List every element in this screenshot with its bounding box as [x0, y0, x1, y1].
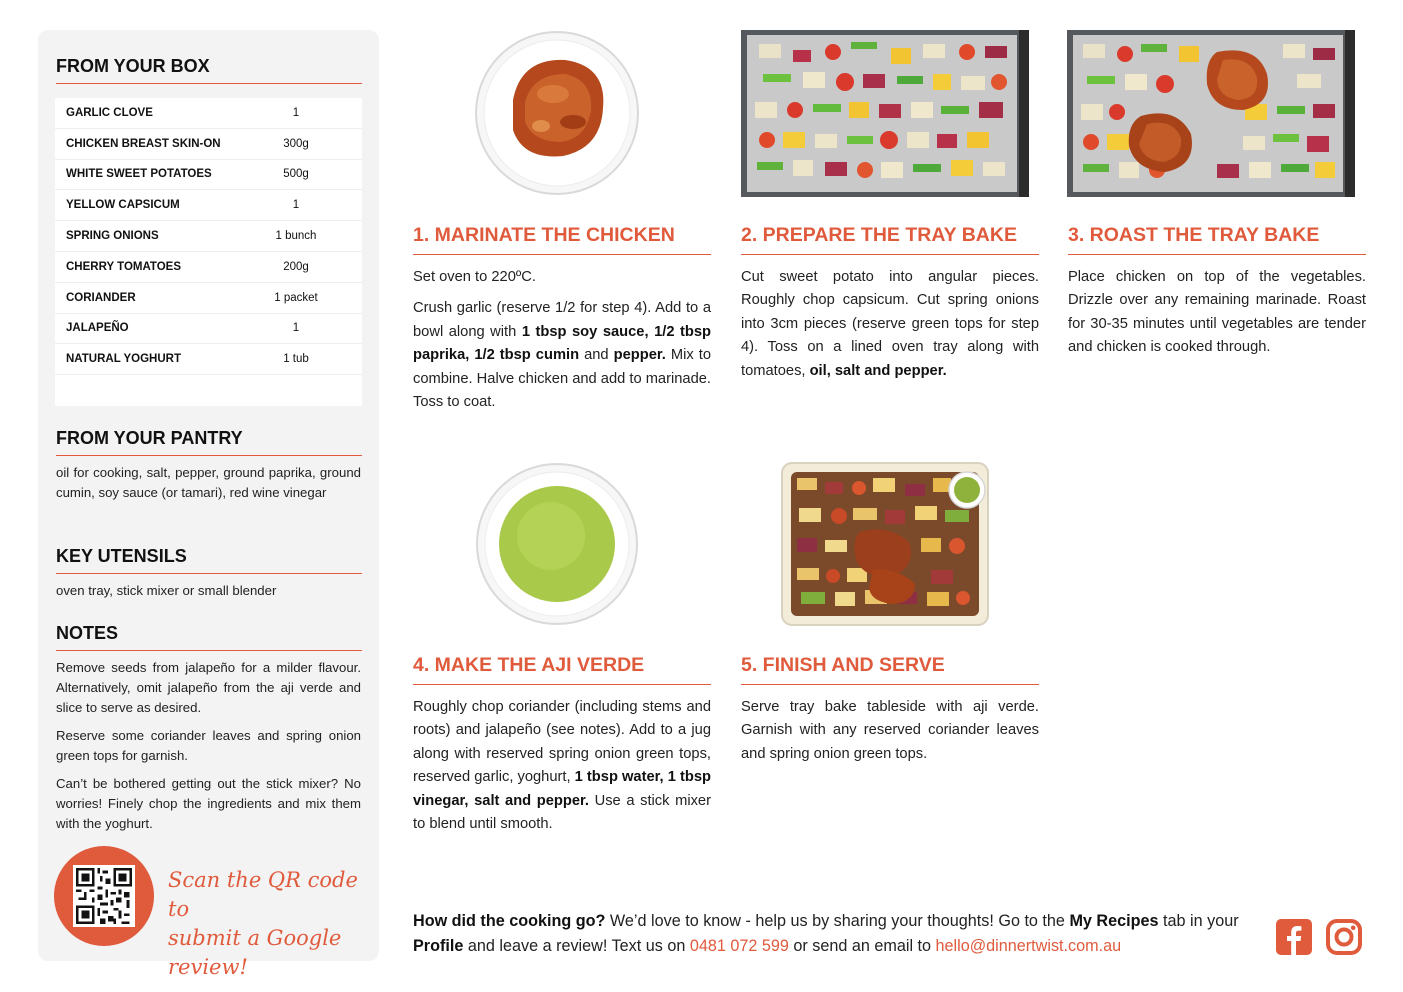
ingredient-qty: 1	[292, 106, 300, 119]
step-2-text	[741, 266, 1039, 391]
ingredient-qty: 500g	[283, 168, 309, 181]
step-text-bold: oil, salt and pepper.	[809, 362, 947, 379]
instagram-icon[interactable]	[1325, 918, 1363, 956]
table-row	[55, 344, 362, 375]
qr-code-icon	[73, 865, 135, 927]
table-row	[55, 314, 362, 345]
table-row	[55, 252, 362, 283]
note-paragraph: Can’t be bothered getting out the stick mixer? No worries! Finely chop the ingredients and mix them with the yoghurt.	[56, 776, 361, 831]
step-1-text	[413, 266, 711, 422]
marinated-chicken-bowl-image	[473, 30, 641, 196]
finished-tray-bake-image	[781, 462, 989, 626]
footer-text-span: and leave a review! Text us on	[463, 937, 690, 955]
step-text-span: Cut sweet potato into angular pieces. Roughly chop capsicum. Cut spring onions into 3cm pieces (reserve green tops for step 4). Toss on a lined oven tray along with tomatoes,	[741, 269, 1039, 379]
utensils-text: oven tray, stick mixer or small blender	[56, 583, 277, 598]
footer-text-span: We’d love to know - help us by sharing your thoughts! Go to the	[605, 912, 1070, 930]
footer-text-span: tab in your	[1158, 912, 1239, 930]
facebook-icon[interactable]	[1275, 918, 1313, 956]
ingredient-qty: 1	[292, 322, 300, 335]
review-footer	[413, 909, 1258, 959]
step-text-span: Roughly chop coriander (including stems and roots) and jalapeño (see notes). Add to a jug along with reserved spring onion green tops, reserved garlic, yoghurt,	[413, 699, 711, 786]
ingredients-panel	[38, 30, 379, 979]
notes-text	[56, 658, 361, 842]
step-paragraph	[741, 266, 1039, 383]
table-row	[55, 160, 362, 191]
ingredient-qty: 1 packet	[274, 291, 318, 304]
qr-badge[interactable]	[54, 846, 154, 946]
note-paragraph: Reserve some coriander leaves and spring onion green tops for garnish.	[56, 728, 361, 763]
step-4-text	[413, 696, 711, 844]
step-text-span: Crush garlic (reserve 1/2 for step 4). Add to a bowl along with	[413, 300, 711, 340]
ingredient-qty: 1 bunch	[275, 230, 317, 243]
step-3-title: 3. ROAST THE TRAY BAKE	[1068, 224, 1366, 255]
email-link[interactable]: hello@dinnertwist.com.au	[935, 937, 1122, 955]
table-row	[55, 221, 362, 252]
phone-link[interactable]: 0481 072 599	[689, 937, 789, 955]
step-text-bold: pepper.	[613, 347, 666, 364]
table-row	[55, 283, 362, 314]
step-5-title: 5. FINISH AND SERVE	[741, 654, 1039, 685]
ingredient-qty: 1	[292, 199, 300, 212]
roast-tray-bake-image	[1067, 30, 1355, 197]
step-text-span: Use a stick mixer to blend until smooth.	[413, 792, 711, 833]
step-4-title: 4. MAKE THE AJI VERDE	[413, 654, 711, 685]
ingredient-name: CHICKEN BREAST SKIN-ON	[66, 137, 221, 150]
from-your-pantry-heading: FROM YOUR PANTRY	[56, 428, 362, 456]
qr-caption-line: Scan the QR code to	[168, 868, 358, 921]
aji-verde-bowl-image	[475, 462, 639, 626]
box-ingredients-table	[55, 98, 362, 406]
from-your-box-heading: FROM YOUR BOX	[56, 56, 362, 84]
ingredient-name: GARLIC CLOVE	[66, 106, 153, 119]
qr-caption	[168, 866, 379, 982]
ingredient-name: SPRING ONIONS	[66, 230, 159, 243]
raw-tray-bake-image	[741, 30, 1029, 197]
ingredient-qty: 200g	[283, 260, 309, 273]
step-3-text	[1068, 266, 1366, 368]
footer-profile: Profile	[413, 937, 464, 955]
ingredient-qty: 300g	[283, 137, 309, 150]
step-text-span: Mix to combine. Halve chicken and add to marinade. Toss to coat.	[413, 347, 712, 411]
qr-caption-line: submit a Google review!	[168, 926, 342, 979]
key-utensils-heading: KEY UTENSILS	[56, 546, 362, 574]
step-paragraph: Serve tray bake tableside with aji verde. Garnish with any reserved coriander leaves and spring onion green tops.	[741, 699, 1039, 762]
step-2-title: 2. PREPARE THE TRAY BAKE	[741, 224, 1039, 255]
step-text-span: and	[579, 347, 614, 364]
note-paragraph: Remove seeds from jalapeño for a milder flavour. Alternatively, omit jalapeño from the aji verde and slice to serve as desired.	[56, 660, 361, 715]
ingredient-name: WHITE SWEET POTATOES	[66, 168, 212, 181]
ingredient-name: JALAPEÑO	[66, 322, 129, 335]
step-1-title: 1. MARINATE THE CHICKEN	[413, 224, 711, 255]
step-5-text	[741, 696, 1039, 774]
footer-my-recipes: My Recipes	[1069, 912, 1159, 930]
ingredient-name: YELLOW CAPSICUM	[66, 199, 180, 212]
step-paragraph	[413, 297, 711, 414]
footer-text-span: or send an email to	[788, 937, 936, 955]
ingredient-qty: 1 tub	[283, 353, 309, 366]
notes-heading: NOTES	[56, 623, 362, 651]
step-text-bold: 1 tbsp water, 1 tbsp vinegar, salt and pepper.	[413, 769, 711, 809]
table-row	[55, 98, 362, 129]
step-paragraph: Set oven to 220ºC.	[413, 269, 536, 285]
ingredient-name: CORIANDER	[66, 291, 136, 304]
ingredient-name: NATURAL YOGHURT	[66, 353, 181, 366]
table-row	[55, 129, 362, 160]
step-text-bold: 1 tbsp soy sauce, 1/2 tbsp paprika, 1/2 tbsp cumin	[413, 323, 712, 364]
step-paragraph: Place chicken on top of the vegetables. Drizzle over any remaining marinade. Roast for 30-35 minutes until vegetables are tender and chicken is cooked through.	[1068, 269, 1366, 356]
footer-question: How did the cooking go?	[413, 912, 606, 930]
pantry-text: oil for cooking, salt, pepper, ground paprika, ground cumin, soy sauce (or tamari), red wine vinegar	[56, 465, 361, 500]
step-paragraph	[413, 696, 711, 836]
table-row	[55, 190, 362, 221]
ingredient-name: CHERRY TOMATOES	[66, 260, 182, 273]
